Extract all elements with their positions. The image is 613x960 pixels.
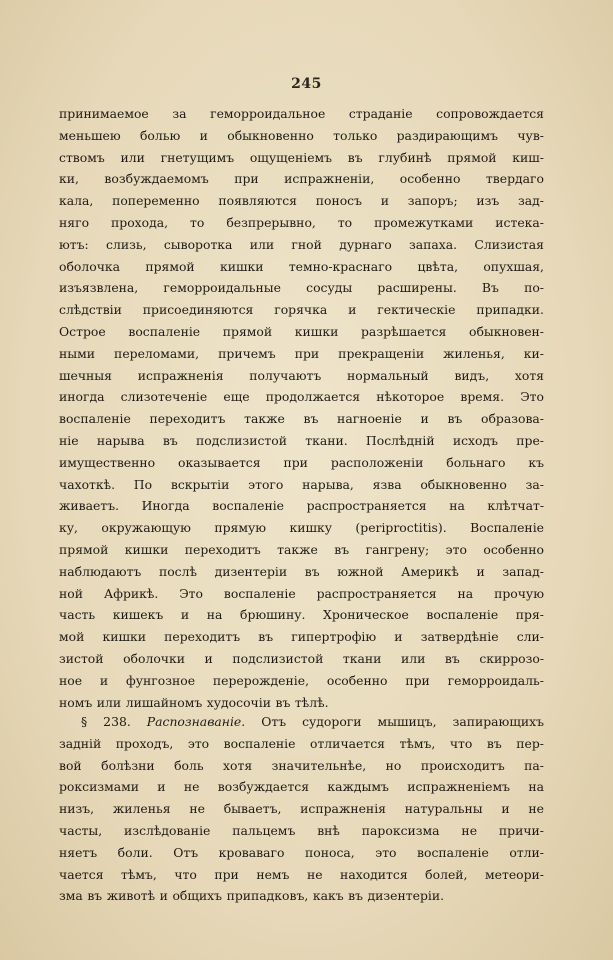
text-line: мой кишки переходитъ въ гипертрофію и затвердѣніе сли- [59,629,544,645]
section-first-line-text: Отъ судороги мышицъ, запирающихъ [261,714,544,729]
text-line: принимаемое за геморроидальное страданіе сопровождается [59,106,544,121]
text-line: часть кишекъ и на брюшину. Хроническое воспаленіе пря- [59,607,544,623]
section-238-diagnosis [59,711,544,907]
text-line: часты, изслѣдованіе пальцемъ внѣ пароксизма не причи- [59,822,544,838]
text-line: меньшею болью и обыкновенно только раздирающимъ чув- [59,127,544,143]
text-line: ными переломами, причемъ при прекращеніи жиленья, ки- [59,345,544,361]
section-title: Распознаваніе. [146,714,246,729]
text-line: зистой оболочки и подслизистой ткани или въ скиррозо- [59,650,544,666]
text-line: ніе нарыва въ подслизистой ткани. Послѣдній исходъ пре- [59,432,544,448]
text-line: слѣдствіи присоединяются горячка и гектическіе припадки. [59,302,544,318]
section-heading-line [59,711,544,733]
text-line: кала, попеременно появляются поносъ и запоръ; изъ зад- [59,193,544,209]
text-line: живаетъ. Иногда воспаленіе распространяется на клѣтчат- [59,498,544,514]
text-line: прямой кишки переходитъ также въ гангрену; это особенно [59,541,544,557]
text-line: шечныя испражненія получаютъ нормальный видъ, хотя [59,367,544,383]
text-line: зма въ животѣ и общихъ припадковъ, какъ въ дизентеріи. [59,888,445,904]
text-line: ку, окружающую прямую кишку (periproctitis). Воспаленіе [59,520,544,536]
text-line: наблюдаютъ послѣ дизентеріи въ южной Америкѣ и запад- [59,563,544,579]
text-line: оболочка прямой кишки темно-краснаго цвѣта, опухшая, [59,258,544,274]
text-line: задній проходъ, это воспаленіе отличается тѣмъ, что въ пер- [59,735,544,751]
text-line: воспаленіе переходитъ также въ нагноеніе и въ образова- [59,411,544,427]
text-line: номъ или лишайномъ худосочіи въ тѣлѣ. [59,694,329,710]
text-line: низъ, жиленья не бываетъ, испражненія натуральны и не [59,801,544,817]
text-line: няетъ боли. Отъ кроваваго поноса, это воспаленіе отли- [59,844,544,860]
text-line: ствомъ или гнетущимъ ощущеніемъ въ глубинѣ прямой киш- [59,149,544,165]
text-line: чается тѣмъ, что при немъ не находится болей, метеори- [59,866,544,882]
section-number: § 238. [81,714,131,729]
text-line: изъязвлена, геморроидальные сосуды расширены. Въ по- [59,280,544,296]
text-line: ное и фунгозное перерожденіе, особенно при геморроидаль- [59,672,544,688]
text-line: ютъ: слизь, сыворотка или гной дурнаго запаха. Слизистая [59,236,544,252]
text-line: вой болѣзни боль хотя значительнѣе, но происходитъ па- [59,757,544,773]
text-line: ки, возбуждаемомъ при испражненіи, особенно твердаго [59,171,544,187]
text-line: имущественно оказывается при расположеніи больнаго къ [59,454,544,470]
text-line: иногда слизотеченіе еще продолжается нѣкоторое время. Это [59,389,544,405]
text-line: роксизмами и не возбуждается каждымъ испражненіемъ на [59,779,544,795]
text-line: ной Африкѣ. Это воспаленіе распространяется на прочую [59,585,544,601]
paragraph-rectal-inflammation [59,103,544,713]
text-line: Острое воспаленіе прямой кишки разрѣшается обыкновен- [59,323,544,339]
page-number: 245 [291,76,322,92]
text-line: няго прохода, то безпрерывно, то промежутками истека- [59,214,544,230]
text-line: чахоткѣ. По вскрытіи этого нарыва, язва обыкновенно за- [59,476,544,492]
